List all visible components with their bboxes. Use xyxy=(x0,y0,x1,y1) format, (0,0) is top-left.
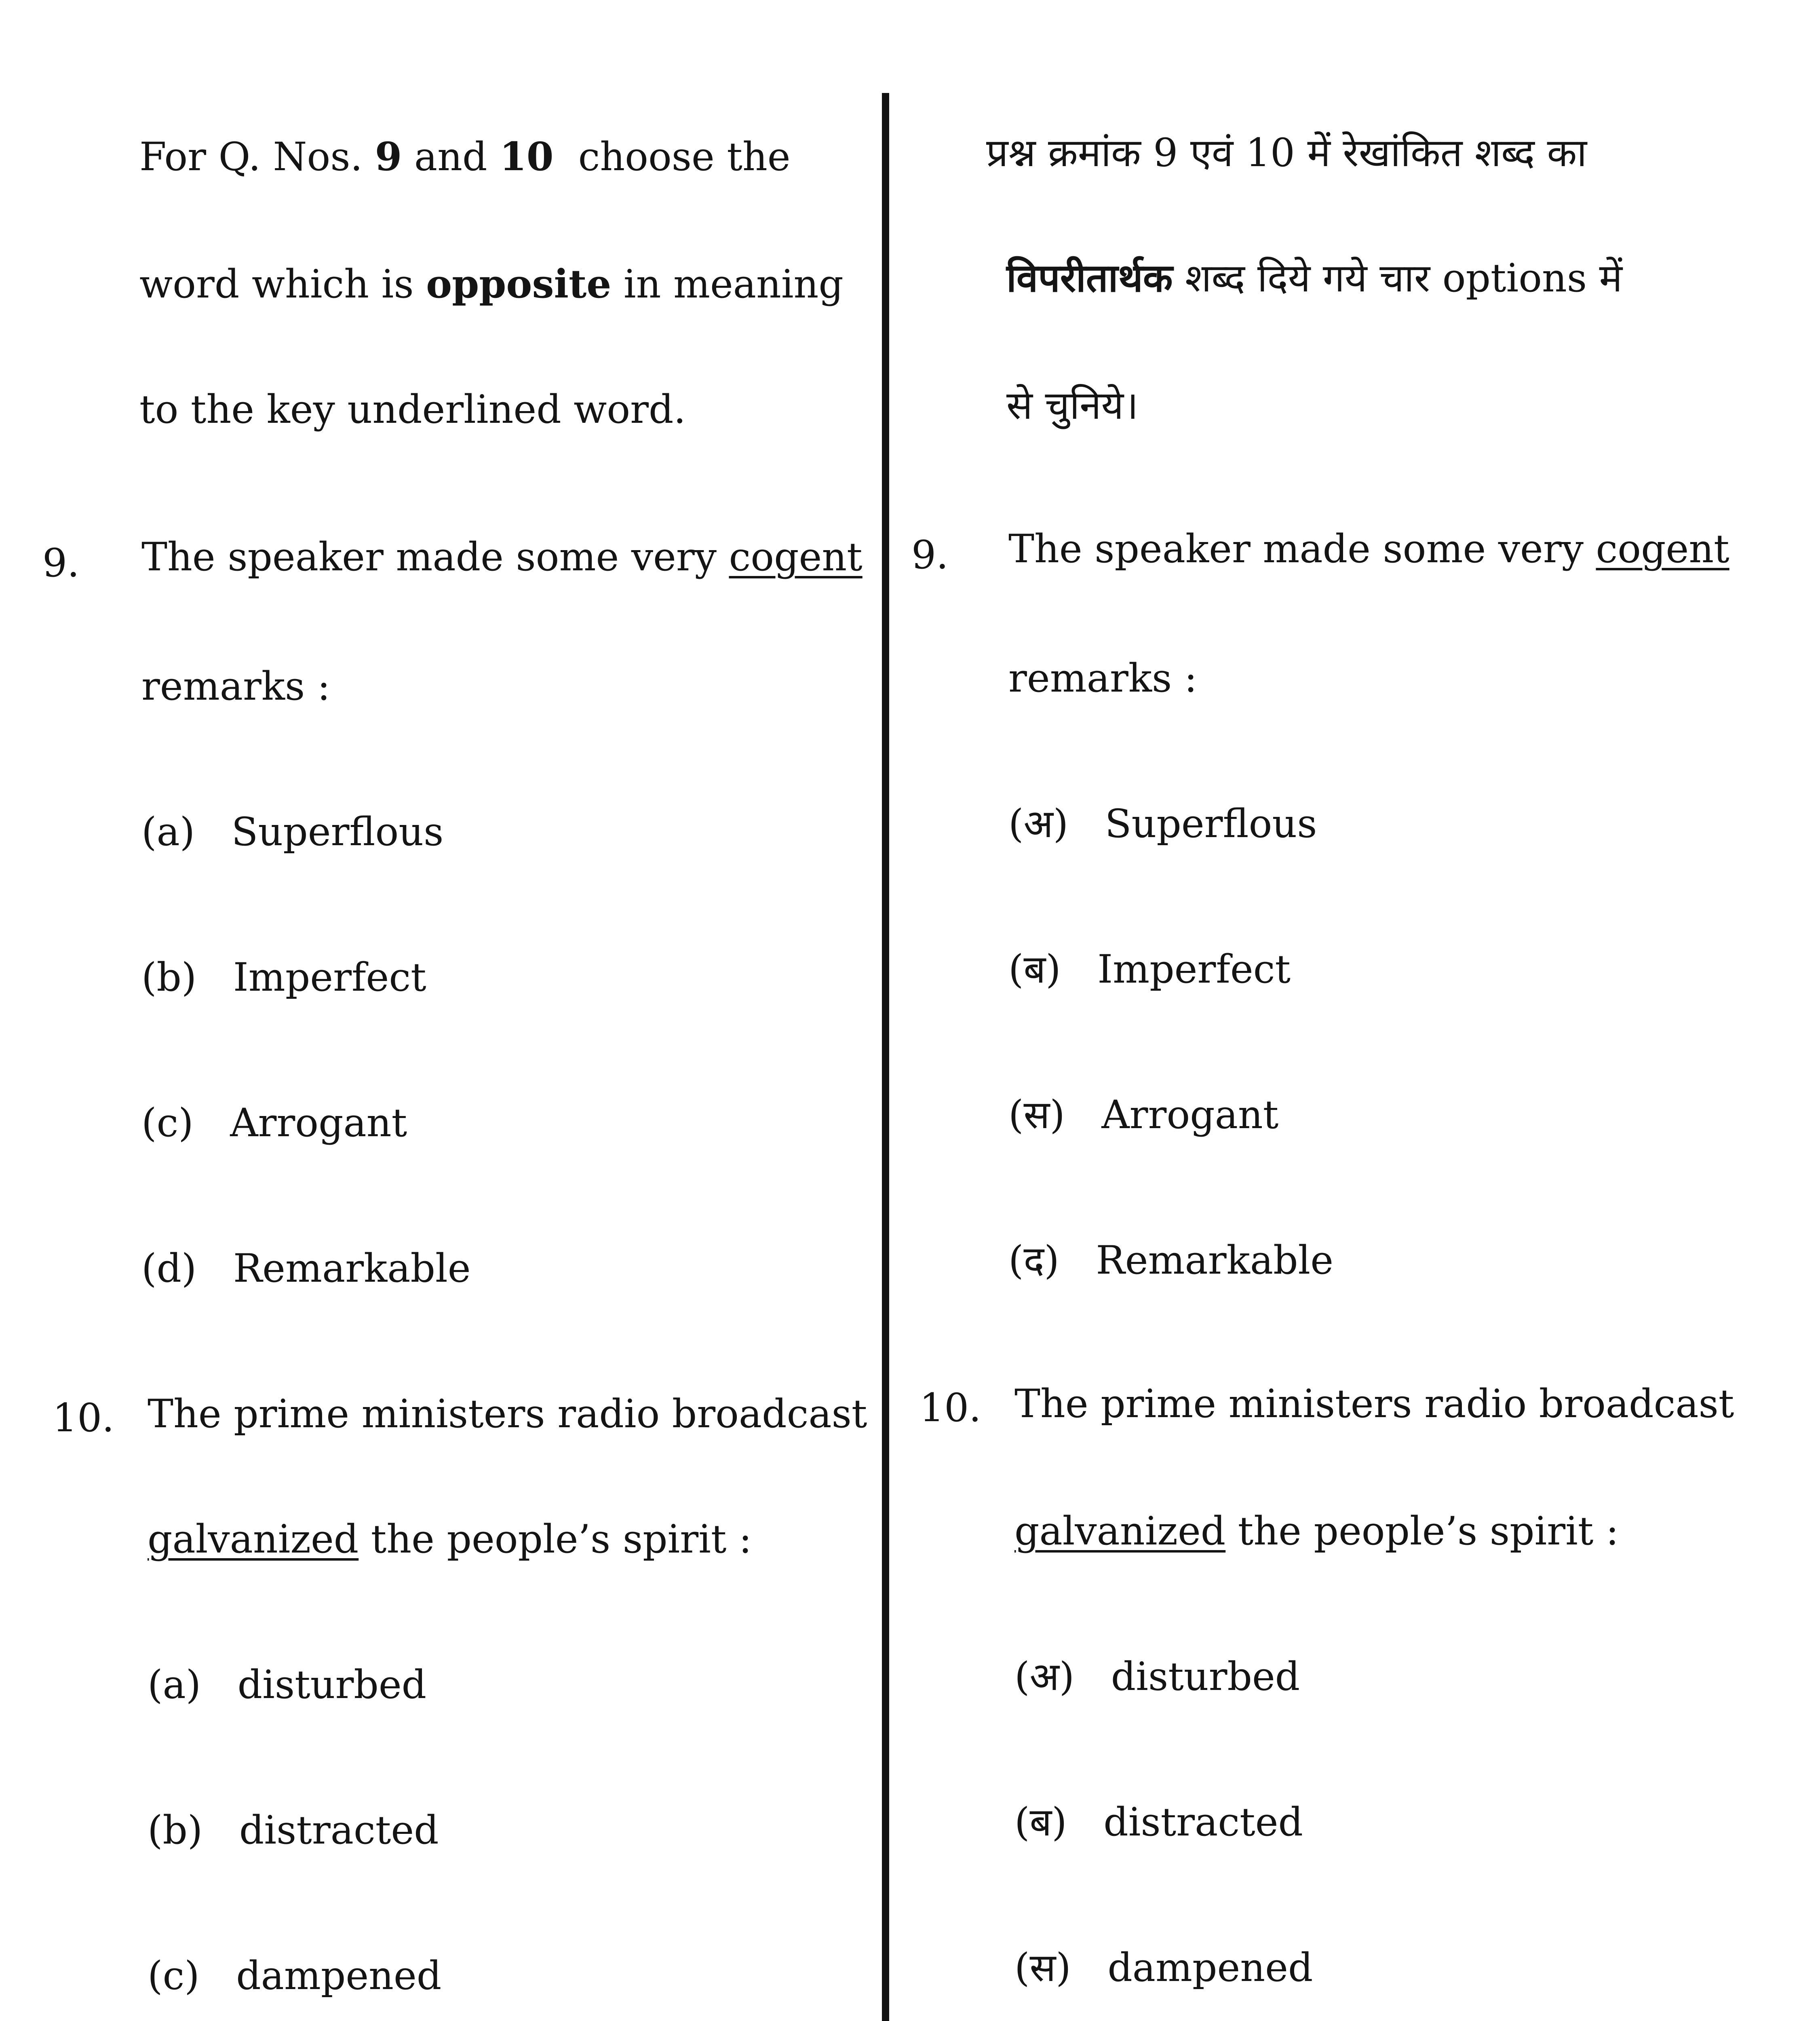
right-instruction-line-1: प्रश्न क्रमांक 9 एवं 10 में रेखांकित शब्द का xyxy=(986,130,1587,175)
right-q9-key-word: cogent xyxy=(1596,526,1729,572)
option-text: disturbed xyxy=(1111,1654,1300,1699)
option-text: distracted xyxy=(239,1808,439,1853)
option-label: (ब) xyxy=(1014,1799,1067,1845)
option-text: Arrogant xyxy=(1101,1092,1279,1137)
option-text: disturbed xyxy=(237,1662,427,1707)
option-label: (अ) xyxy=(1008,801,1069,846)
left-q10-text: The prime ministers radio broadcast xyxy=(148,1391,867,1437)
left-q9-option-d xyxy=(141,1246,471,1291)
left-instruction-line-1: For Q. Nos. 9 and 10 choose the xyxy=(139,134,791,179)
right-q10-text-cont: galvanized the people’s spirit : xyxy=(1014,1508,1619,1554)
right-q9-option-a xyxy=(1008,801,1317,846)
option-text: Arrogant xyxy=(230,1100,407,1146)
right-q10-number: 10. xyxy=(919,1385,981,1430)
option-label: (स) xyxy=(1014,1945,1071,1990)
option-label: (c) xyxy=(141,1100,194,1146)
right-instruction-line-3: से चुनिये। xyxy=(1006,383,1139,428)
right-q10-key-word: galvanized xyxy=(1014,1508,1226,1554)
left-q10-option-a xyxy=(148,1662,427,1707)
left-q9-text-cont: remarks : xyxy=(141,664,331,709)
left-q9-text: The speaker made some very cogent xyxy=(141,534,863,580)
option-label: (स) xyxy=(1008,1092,1065,1137)
left-q10-key-word: galvanized xyxy=(148,1517,359,1562)
option-label: (a) xyxy=(141,809,195,854)
option-label: (ब) xyxy=(1008,947,1061,992)
option-label: (a) xyxy=(148,1662,201,1707)
right-q9-option-b xyxy=(1008,947,1291,992)
right-instruction-line-2: विपरीतार्थक शब्द दिये गये चार options में xyxy=(1006,255,1623,301)
option-label: (d) xyxy=(141,1246,197,1291)
right-q10-text: The prime ministers radio broadcast xyxy=(1014,1381,1734,1426)
left-instruction-line-3: to the key underlined word. xyxy=(139,387,686,432)
left-q9-option-b xyxy=(141,955,426,1000)
left-q10-option-b xyxy=(148,1808,439,1853)
option-text: Remarkable xyxy=(1096,1238,1334,1283)
left-q10-number: 10. xyxy=(53,1395,114,1441)
right-q9-option-c xyxy=(1008,1092,1279,1137)
right-q10-option-c xyxy=(1014,1945,1313,1990)
right-q10-option-b xyxy=(1014,1799,1303,1845)
left-q9-number: 9. xyxy=(42,540,80,586)
option-label: (b) xyxy=(141,955,197,1000)
left-q9-key-word: cogent xyxy=(729,534,863,580)
option-text: dampened xyxy=(1107,1945,1313,1990)
left-q10-option-c xyxy=(148,1953,442,1998)
right-q9-option-d xyxy=(1008,1238,1334,1283)
left-q9-option-a xyxy=(141,809,444,854)
option-label: (अ) xyxy=(1014,1654,1075,1699)
right-q9-number: 9. xyxy=(911,532,949,578)
option-text: Imperfect xyxy=(1097,947,1291,992)
option-label: (c) xyxy=(148,1953,200,1998)
option-text: Imperfect xyxy=(233,955,426,1000)
left-instruction-line-2: word which is opposite in meaning xyxy=(139,261,844,307)
column-divider xyxy=(882,93,889,2021)
option-text: distracted xyxy=(1103,1799,1303,1845)
option-text: dampened xyxy=(236,1953,442,1998)
option-text: Superflous xyxy=(231,809,444,854)
option-label: (b) xyxy=(148,1808,203,1853)
right-q10-option-a xyxy=(1014,1654,1300,1699)
option-label: (द) xyxy=(1008,1238,1059,1283)
option-text: Superflous xyxy=(1105,801,1317,846)
right-q9-text: The speaker made some very cogent xyxy=(1008,526,1729,572)
option-text: Remarkable xyxy=(233,1246,471,1291)
left-q10-text-cont: galvanized the people’s spirit : xyxy=(148,1517,752,1562)
left-q9-option-c xyxy=(141,1100,407,1146)
right-q9-text-cont: remarks : xyxy=(1008,656,1198,701)
